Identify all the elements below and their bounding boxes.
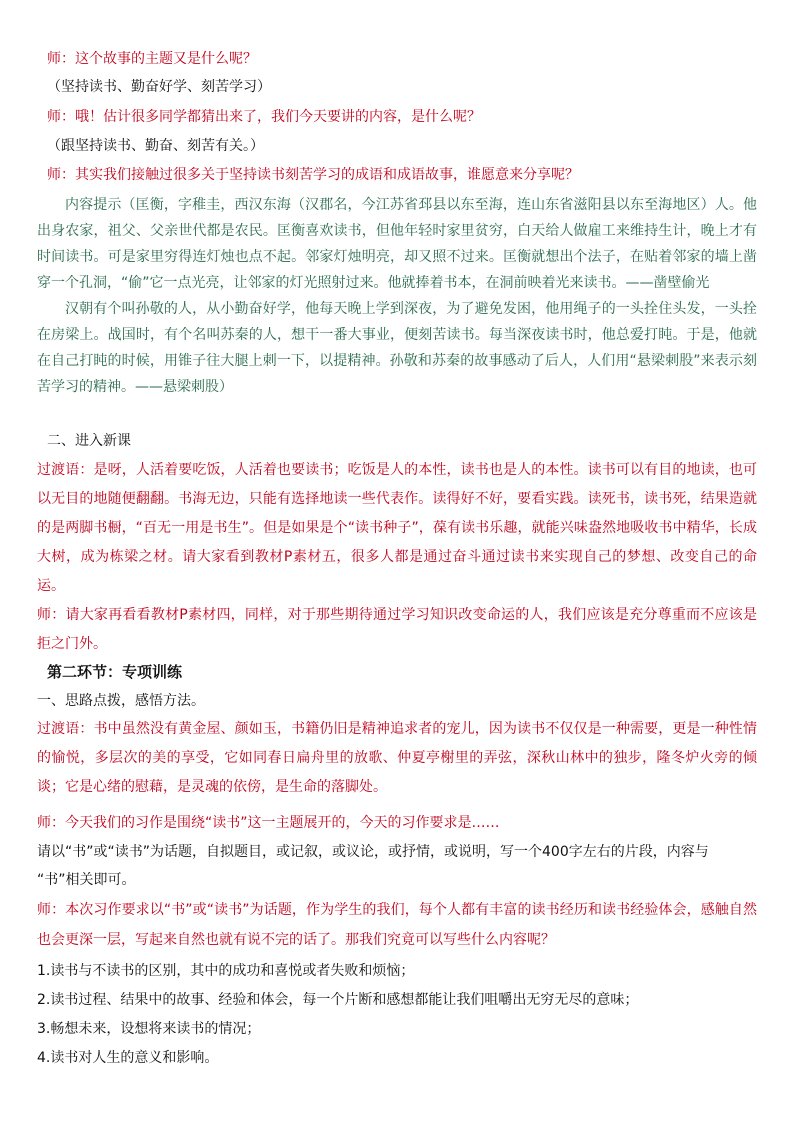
writing-requirement-line2: “书”相关即可。 [37, 872, 136, 888]
transition-paragraph-books: 过渡语：书中虽然没有黄金屋、颜如玉，书籍仍旧是精神追求者的宠儿，因为读书不仅仅是一种需要，更是一种性情的愉悦，多层次的美的享受，它如同春日扁舟里的放歌、仲夏亭榭里的弄弦，深秋山林中的独步，隆冬炉火旁的倾谈；它是心绪的慰藉，是灵魂的依傍，是生命的落脚处。 [37, 721, 757, 795]
teacher-paragraph-writing: 师：本次习作要求以“书”或“读书”为话题，作为学生的我们，每个人都有丰富的读书经历和读书经验体会，感触自然也会更深一层，写起来自然也就有说不完的话了。那我们究竟可以写些什么内容呢？ [37, 902, 757, 948]
list-item-4: 4.读书对人生的意义和影响。 [37, 1050, 219, 1066]
story-paragraph-zaobi: 内容提示（匡衡，字稚圭，西汉东海（汉郡名，今江苏省邳县以东至海，连山东省滋阳县以东至海地区）人。他出身农家，祖父、父亲世代都是农民。匡衡喜欢读书，但他年轻时家里贫穷，白天给人做雇工来维持生计，晚上才有时间读书。可是家里穷得连灯烛也点不起。邻家灯烛明亮，却又照不过来。匡衡就想出个法子，在贴着邻家的墙上凿穿一个孔洞，“偷”它一点光亮，让邻家的灯光照射过来。他就捧着书本，在洞前映着光来读书。——凿壁偷光 [37, 197, 757, 291]
list-item-1: 1.读书与不读书的区别，其中的成功和喜悦或者失败和烦恼； [37, 963, 415, 979]
transition-paragraph-reading: 过渡语：是呀，人活着要吃饭，人活着也要读书；吃饭是人的本性，读书也是人的本性。读书可以有目的地读，也可以无目的地随便翻翻。书海无边，只能有选择地读一些代表作。读得好不好，要看实践。读死书，读书死，结果造就的是两脚书橱，“百无一用是书生”。但是如果是个“读书种子”，葆有读书乐趣，就能兴味盎然地吸收书中精华，长成大树，成为栋梁之材。请大家看到教材P素材五，很多人都是通过奋斗通过读书来实现自己的梦想、改变自己的命运。 [37, 462, 757, 594]
subheading-method: 一、思路点拨，感悟方法。 [37, 693, 205, 709]
section-heading-new-lesson: 二、进入新课 [47, 433, 131, 449]
writing-requirement-line1: 请以“书”或“读书”为话题，自拟题目，或记叙，或议论，或抒情，或说明，写一个400字左右的片段，内容与 [37, 844, 709, 860]
teacher-question-content: 师：哦！估计很多同学都猜出来了，我们今天要讲的内容，是什么呢？ [47, 109, 481, 125]
story-paragraph-xuanliang: 汉朝有个叫孙敬的人，从小勤奋好学，他每天晚上学到深夜，为了避免发困，他用绳子的一头拴住头发，一头拴在房梁上。战国时，有个名叫苏秦的人，想干一番大事业，便刻苦读书。每当深夜读书时，他总爱打盹。于是，他就在自己打盹的时候，用锥子往大腿上刺一下，以提精神。孙敬和苏秦的故事感动了后人，人们用“悬梁刺股”来表示刻苦学习的精神。——悬梁刺股） [37, 301, 757, 395]
answer-theme: （坚持读书、勤奋好学、刻苦学习） [47, 79, 271, 95]
teacher-paragraph-material-four: 师：请大家再看看教材P素材四，同样，对于那些期待通过学习知识改变命运的人，我们应该是充分尊重而不应该是拒之门外。 [37, 607, 757, 652]
list-item-2: 2.读书过程、结果中的故事、经验和体会，每一个片断和感想都能让我们咀嚼出无穷无尽的意味； [37, 992, 639, 1008]
teacher-question-idioms: 师：其实我们接触过很多关于坚持读书刻苦学习的成语和成语故事，谁愿意来分享呢？ [47, 167, 579, 183]
list-item-3: 3.畅想未来，设想将来读书的情况； [37, 1021, 261, 1037]
teacher-question-theme: 师：这个故事的主题又是什么呢？ [47, 51, 257, 67]
section-heading-special-training: 第二环节：专项训练 [47, 663, 183, 681]
answer-content: （跟坚持读书、勤奋、刻苦有关。） [47, 138, 264, 154]
teacher-writing-topic: 师：今天我们的习作是围绕“读书”这一主题展开的，今天的习作要求是…… [37, 815, 500, 831]
